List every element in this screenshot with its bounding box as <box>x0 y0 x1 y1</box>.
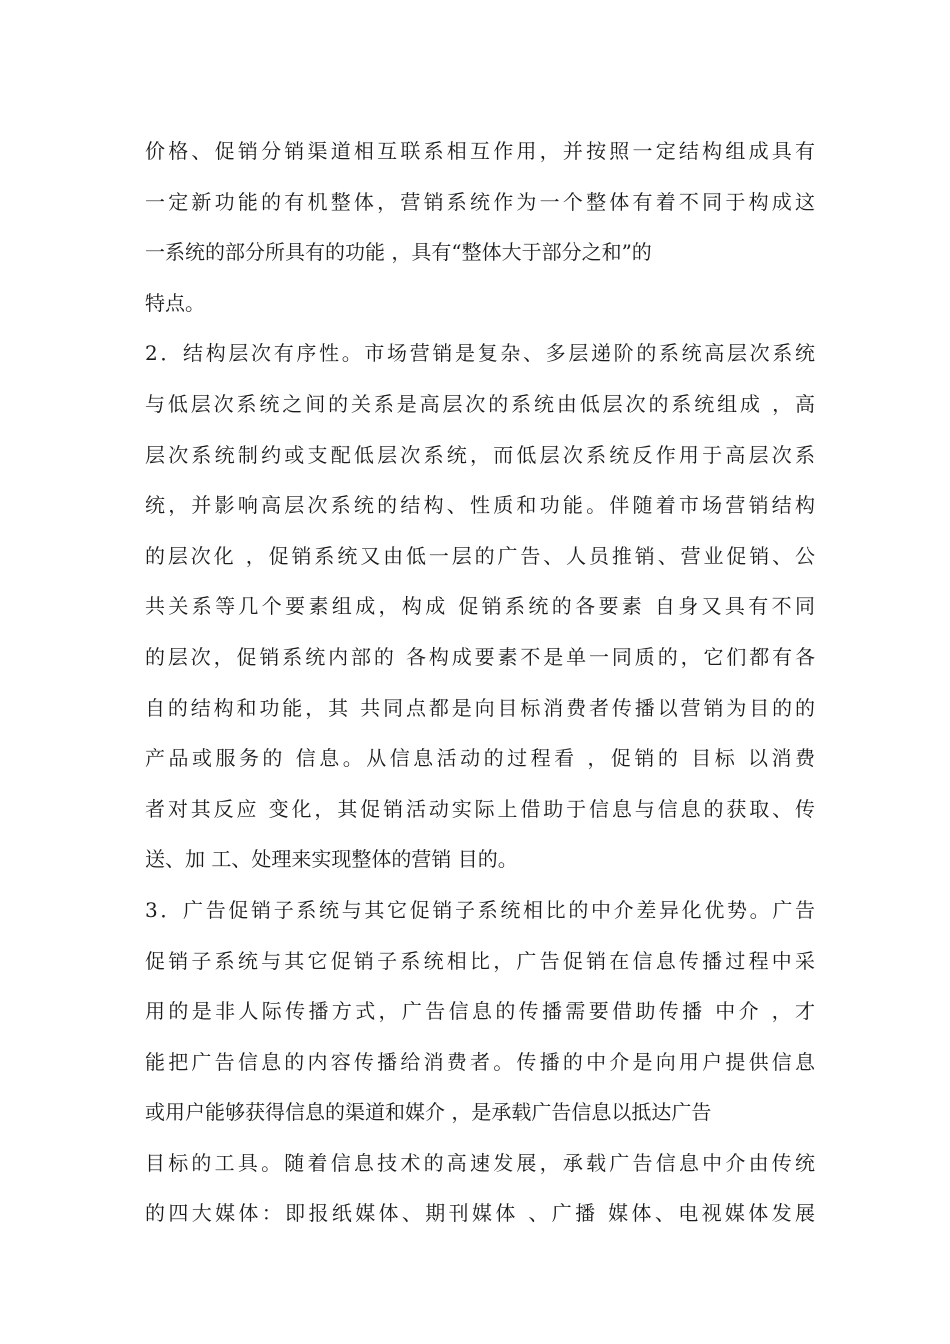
text-line-1: 价格、促销分销渠道相互联系相互作用，并按照一定结构组成具有 <box>145 139 815 163</box>
text-line-13: 产品或服务的 信息。从信息活动的过程看 ，促销的 目标 以消费 <box>145 746 815 771</box>
text-line-8: 统，并影响高层次系统的结构、性质和功能。伴随着市场营销结构 <box>145 493 815 518</box>
text-line-21: 目标的工具。随着信息技术的高速发展，承载广告信息中介由传统 <box>145 1150 815 1175</box>
text-line-5: 2．结构层次有序性。市场营销是复杂、多层递阶的系统高层次系统 <box>145 341 815 366</box>
text-line-11: 的层次，促销系统内部的 各构成要素不是单一同质的，它们都有各 <box>145 644 815 669</box>
text-line-14: 者对其反应 变化，其促销活动实际上借助于信息与信息的获取、传 <box>145 796 815 821</box>
text-line-4: 特点。 <box>145 290 205 315</box>
text-line-10: 共关系等几个要素组成，构成 促销系统的各要素 自身又具有不同 <box>145 594 815 619</box>
text-line-12: 自的结构和功能，其 共同点都是向目标消费者传播以营销为目的的 <box>145 695 815 720</box>
text-line-22: 的四大媒体：即报纸媒体、期刊媒体 、广播 媒体、电视媒体发展 <box>145 1201 815 1226</box>
text-line-9: 的层次化 ，促销系统又由低一层的广告、人员推销、营业促销、公 <box>145 543 815 568</box>
text-line-2: 一定新功能的有机整体，营销系统作为一个整体有着不同于构成这 <box>145 189 815 214</box>
body-text <box>145 126 815 1239</box>
text-line-6: 与低层次系统之间的关系是高层次的系统由低层次的系统组成 ，高 <box>145 391 815 416</box>
text-line-17: 促销子系统与其它促销子系统相比，广告促销在信息传播过程中采 <box>145 948 815 973</box>
text-line-3: 一系统的部分所具有的功能 ，具有“整体大于部分之和”的 <box>145 240 652 265</box>
text-line-16: 3．广告促销子系统与其它促销子系统相比的中介差异化优势。广告 <box>145 897 815 922</box>
text-line-19: 能把广告信息的内容传播给消费者。传播的中介是向用户提供信息 <box>145 1049 815 1074</box>
text-line-18: 用的是非人际传播方式，广告信息的传播需要借助传播 中介 ，才 <box>145 999 815 1024</box>
text-line-20: 或用户能够获得信息的渠道和媒介 ，是承载广告信息以抵达广告 <box>145 1100 712 1125</box>
text-line-7: 层次系统制约或支配低层次系统，而低层次系统反作用于高层次系 <box>145 442 815 467</box>
text-line-15: 送、加 工、处理来实现整体的营销 目的。 <box>145 847 518 872</box>
